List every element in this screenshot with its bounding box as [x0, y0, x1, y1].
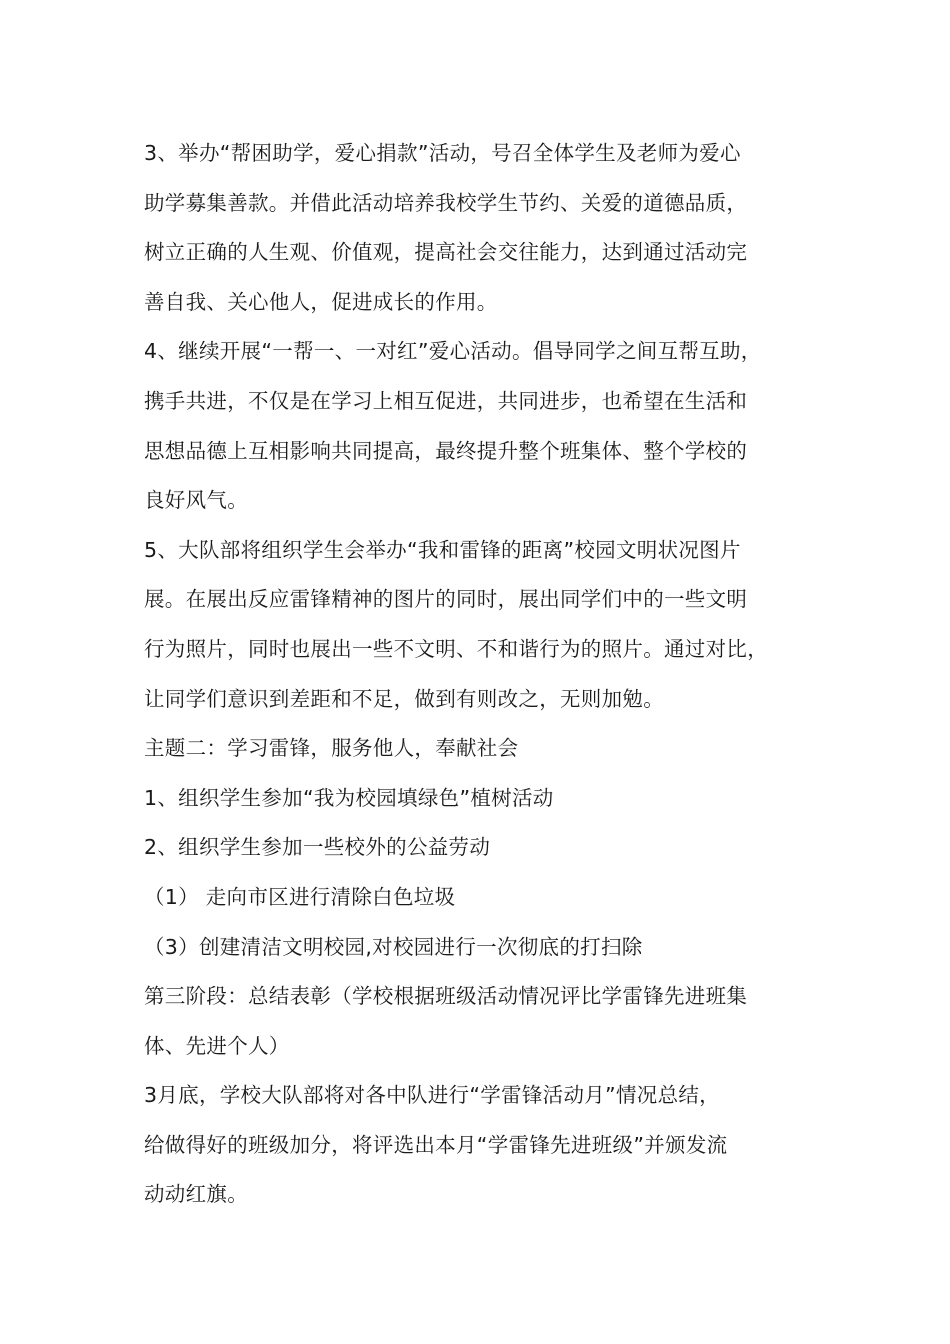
text-line: 展。在展出反应雷锋精神的图片的同时，展出同学们中的一些文明: [144, 587, 748, 612]
text-line: 携手共进，不仅是在学习上相互促进，共同进步，也希望在生活和: [144, 388, 748, 413]
text-line: 给做得好的班级加分，将评选出本月“学雷锋先进班级”并颁发流: [144, 1132, 728, 1157]
text-line: 3月底，学校大队部将对各中队进行“学雷锋活动月”情况总结，: [144, 1083, 720, 1108]
text-line: 4、继续开展“一帮一、一对红”爱心活动。倡导同学之间互帮互助，: [144, 339, 762, 364]
text-line: （3）创建清洁文明校园,对校园进行一次彻底的打扫除: [144, 934, 643, 959]
section-heading: 第三阶段：总结表彰（学校根据班级活动情况评比学雷锋先进班集: [144, 984, 748, 1009]
text-line: 3、举办“帮困助学，爱心捐款”活动，号召全体学生及老师为爱心: [144, 141, 741, 165]
text-line: 善自我、关心他人，促进成长的作用。: [144, 289, 498, 314]
text-line: 动动红旗。: [144, 1182, 248, 1207]
text-line: 良好风气。: [144, 488, 248, 513]
text-line: 助学募集善款。并借此活动培养我校学生节约、关爱的道德品质，: [144, 190, 748, 215]
text-line: 5、大队部将组织学生会举办“我和雷锋的距离”校园文明状况图片: [144, 537, 741, 562]
text-line: 体、先进个人）: [144, 1033, 290, 1058]
document-body: [144, 129, 834, 1220]
text-line: 树立正确的人生观、价值观，提高社会交往能力，达到通过活动完: [144, 240, 748, 265]
text-line: 思想品德上互相影响共同提高，最终提升整个班集体、整个学校的: [144, 438, 748, 463]
text-line: 行为照片，同时也展出一些不文明、不和谐行为的照片。通过对比，: [144, 636, 768, 661]
text-line: 1、组织学生参加“我为校园填绿色”植树活动: [144, 785, 554, 810]
section-heading: 主题二：学习雷锋，服务他人，奉献社会: [144, 736, 519, 761]
text-line: 2、组织学生参加一些校外的公益劳动: [144, 835, 491, 860]
text-line: 让同学们意识到差距和不足，做到有则改之，无则加勉。: [144, 686, 664, 711]
text-line: （1） 走向市区进行清除白色垃圾: [144, 884, 456, 909]
